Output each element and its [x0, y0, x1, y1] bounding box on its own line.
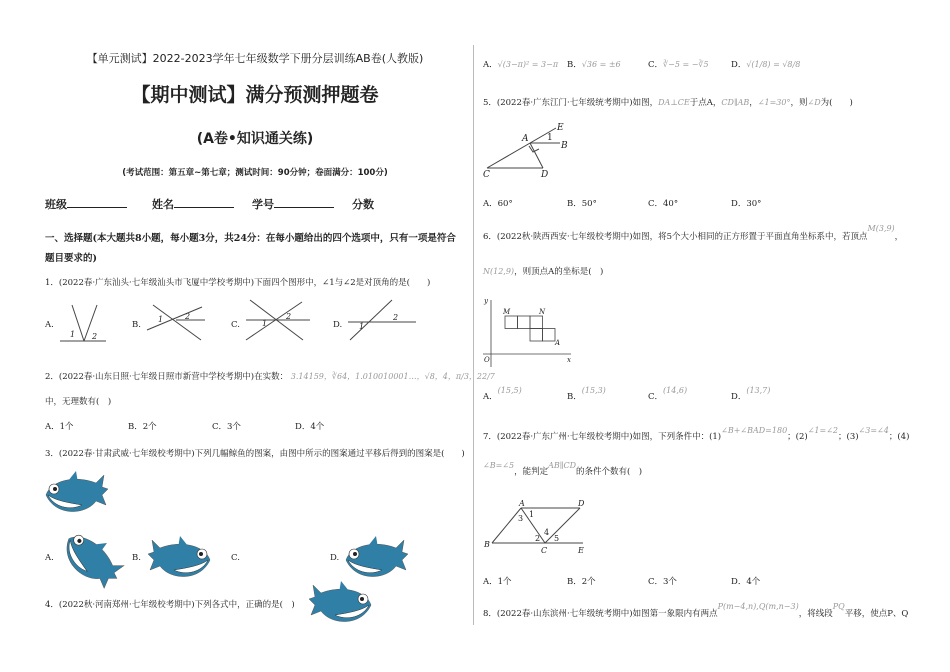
q2-option-c[interactable]: C．3个 — [212, 422, 241, 432]
page-subtitle: (A卷•知识通关练) — [196, 131, 314, 147]
q6-option-b[interactable]: B．(15,3) — [567, 386, 606, 402]
svg-text:2: 2 — [535, 534, 541, 543]
q4-option-c[interactable]: C．∛−5 = −∛5 — [648, 60, 709, 70]
svg-text:1: 1 — [158, 315, 164, 324]
q6-option-d[interactable]: D．(13,7) — [731, 386, 771, 402]
q5-option-b[interactable]: B．50° — [567, 199, 597, 209]
svg-text:y: y — [484, 297, 488, 305]
svg-text:1: 1 — [262, 319, 268, 328]
question-8: 8．(2022春·山东滨州·七年级统考期中)如图第一象限内有两点P(m−4,n),Q(m,n−3)，将线段PQ平移，使点P、Q — [483, 602, 909, 619]
svg-text:B: B — [561, 141, 568, 151]
student-id-label: 学号 — [252, 198, 274, 211]
svg-text:1: 1 — [70, 330, 76, 339]
q1-option-b[interactable]: B. — [132, 320, 141, 330]
q6-option-a[interactable]: A．(15,5) — [483, 386, 522, 402]
svg-text:A: A — [555, 339, 561, 347]
q2-numbers: 3.14159，∛64，1.010010001…，√8，4，π/3，22/7 — [290, 372, 495, 381]
q1-option-d[interactable]: D. — [333, 320, 343, 330]
svg-text:A: A — [522, 134, 529, 144]
svg-text:3: 3 — [518, 514, 524, 523]
svg-text:2: 2 — [393, 313, 399, 322]
question-2: 2．(2022春·山东日照·七年级日照市新营中学校考期中)在实数： 3.14159，∛64，1.010010001…，√8，4，π/3，22/7 — [45, 372, 495, 382]
svg-text:A: A — [519, 499, 525, 508]
score-label: 分数 — [352, 198, 374, 211]
exam-scope: (考试范围：第五章~第七章；测试时间：90分钟；卷面满分：100分) — [122, 168, 388, 178]
q2-option-d[interactable]: D．4个 — [295, 422, 325, 432]
q1-option-c[interactable]: C. — [231, 320, 240, 330]
svg-text:2: 2 — [185, 312, 191, 321]
question-5: 5．(2022春·广东江门·七年级统考期中)如图，DA⊥CE于点A，CD∥AB，∠1=30°，则∠D为( ) — [483, 98, 853, 108]
svg-text:x: x — [567, 356, 571, 364]
q2-option-b[interactable]: B．2个 — [128, 422, 157, 432]
q6-option-c[interactable]: C．(14,6) — [648, 386, 688, 402]
q7-option-d[interactable]: D．4个 — [731, 577, 761, 587]
svg-text:4: 4 — [544, 528, 550, 537]
q3-option-a[interactable]: A. — [45, 553, 54, 563]
q4-option-a[interactable]: A．√(3−π)² = 3−π — [483, 60, 559, 70]
svg-text:D: D — [578, 499, 585, 508]
q5-option-c[interactable]: C．40° — [648, 199, 679, 209]
series-title: 【单元测试】2022-2023学年七年级数学下册分层训练AB卷(人教版) — [86, 52, 424, 65]
q3-option-d[interactable]: D. — [330, 553, 340, 563]
question-6-cont: N(12,9)，则顶点A的坐标是( ) — [483, 267, 604, 277]
q1-option-a[interactable]: A. — [45, 320, 54, 330]
svg-text:1: 1 — [529, 510, 535, 519]
q7-option-a[interactable]: A．1个 — [483, 577, 512, 587]
q2-option-a[interactable]: A．1个 — [45, 422, 74, 432]
page-title: 【期中测试】满分预测押题卷 — [131, 84, 379, 106]
svg-text:D: D — [541, 170, 549, 180]
svg-text:N: N — [539, 308, 546, 316]
q3-option-c[interactable]: C. — [231, 553, 240, 563]
svg-text:2: 2 — [286, 312, 292, 321]
svg-text:B: B — [484, 540, 490, 549]
svg-text:C: C — [541, 546, 548, 555]
question-1: 1．(2022春·广东汕头·七年级汕头市飞厦中学校考期中)下面四个图形中，∠1与∠2是对顶角的是( ) — [45, 278, 431, 288]
name-label: 姓名 — [152, 198, 174, 211]
q3-option-b[interactable]: B. — [132, 553, 141, 563]
question-4: 4．(2022秋·河南郑州·七年级校考期中)下列各式中，正确的是( ) — [45, 600, 295, 610]
q4-option-d[interactable]: D．√(1/8) = √8/8 — [731, 60, 801, 70]
question-7-cont: ∠B=∠5，能判定AB∥CD的条件个数有( ) — [483, 461, 643, 477]
svg-text:E: E — [557, 123, 564, 133]
section-heading: 一、选择题(本大题共8小题，每小题3分，共24分：在每小题给出的四个选项中，只有一项是符合 — [45, 233, 456, 244]
svg-text:E: E — [578, 546, 584, 555]
class-label: 班级 — [45, 198, 67, 211]
question-3: 3．(2022春·甘肃武威·七年级校考期中)下列几幅鲸鱼的图案，由图中所示的图案通过平移后得到的图案是( ) — [45, 449, 465, 459]
q5-option-a[interactable]: A．60° — [483, 199, 513, 209]
q7-option-b[interactable]: B．2个 — [567, 577, 596, 587]
svg-text:2: 2 — [92, 332, 98, 341]
q4-option-b[interactable]: B．√36 = ±6 — [567, 60, 621, 70]
question-2-cont: 中，无理数有( ) — [45, 397, 112, 407]
svg-text:5: 5 — [554, 534, 560, 543]
svg-text:C: C — [483, 170, 490, 180]
svg-text:O: O — [484, 356, 490, 364]
question-6: 6．(2022秋·陕西西安·七年级校考期中)如图，将5个大小相同的正方形置于平面直角坐标系中，若顶点M(3,9)， — [483, 224, 904, 242]
q5-option-d[interactable]: D．30° — [731, 199, 762, 209]
svg-text:1: 1 — [359, 322, 365, 331]
q7-option-c[interactable]: C．3个 — [648, 577, 677, 587]
section-heading-cont: 题目要求的) — [45, 253, 97, 264]
question-7: 7．(2022春·广东广州·七年级校考期中)如图，下列条件中：(1)∠B+∠BAD=180；(2)∠1=∠2；(3)∠3=∠4；(4) — [483, 426, 910, 442]
svg-text:1: 1 — [547, 133, 553, 143]
svg-text:M: M — [503, 308, 511, 316]
